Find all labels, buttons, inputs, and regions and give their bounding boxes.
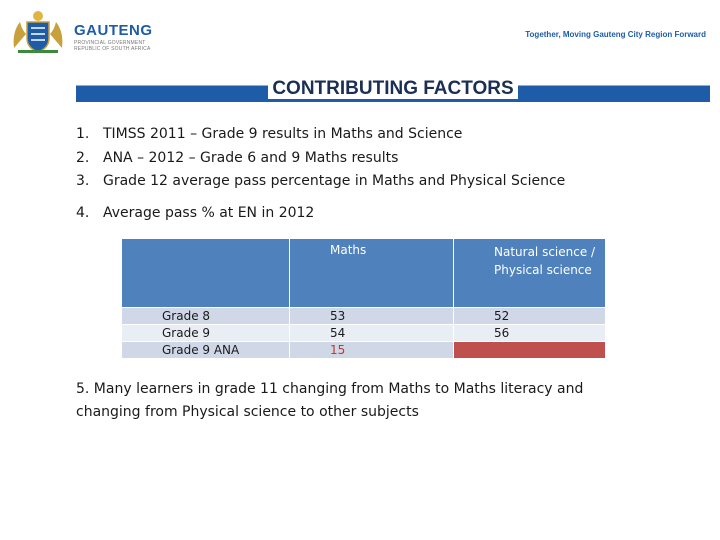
title-bar — [76, 72, 710, 102]
page-title: CONTRIBUTING FACTORS — [268, 78, 517, 99]
row-label: Grade 9 — [122, 325, 290, 342]
column-header-grade — [122, 239, 290, 308]
note-learners-changing: 5. Many learners in grade 11 changing from Maths to Maths literacy and changing from Physical science to other subjects — [76, 381, 584, 420]
list-number: 3. — [76, 173, 90, 189]
table-row — [122, 342, 606, 359]
list-item-average-pass — [76, 205, 314, 221]
science-value: 52 — [454, 308, 606, 325]
brand-subtitle: PROVINCIAL GOVERNMENT — [74, 40, 146, 46]
list-item — [76, 126, 565, 150]
list-text: TIMSS 2011 – Grade 9 results in Maths and Science — [103, 126, 463, 142]
table-header-row — [122, 239, 606, 308]
column-header-science: Natural science / Physical science — [454, 239, 606, 308]
list-number: 2. — [76, 149, 90, 166]
brand-name: GAUTENG — [74, 22, 153, 39]
list-number: 1. — [76, 126, 90, 142]
maths-value-alert: 15 — [290, 342, 454, 359]
row-label: Grade 9 ANA — [122, 342, 290, 359]
factors-list — [76, 126, 565, 197]
tagline: Together, Moving Gauteng City Region Forward — [525, 30, 706, 39]
maths-value: 53 — [290, 308, 454, 325]
list-item — [76, 150, 565, 174]
column-header-maths: Maths — [290, 239, 454, 308]
coat-of-arms-logo — [8, 8, 68, 54]
science-value: 56 — [454, 325, 606, 342]
maths-value: 54 — [290, 325, 454, 342]
list-item — [76, 173, 565, 197]
pass-rate-table — [121, 238, 606, 359]
brand-country: REPUBLIC OF SOUTH AFRICA — [74, 46, 151, 52]
table-row — [122, 325, 606, 342]
list-text: Average pass % at EN in 2012 — [103, 205, 315, 221]
list-number: 4. — [76, 205, 90, 221]
header — [0, 0, 720, 62]
list-text: ANA – 2012 – Grade 6 and 9 Maths results — [103, 149, 399, 166]
row-label: Grade 8 — [122, 308, 290, 325]
science-value-highlighted — [454, 342, 606, 359]
list-text: Grade 12 average pass percentage in Maths and Physical Science — [103, 173, 566, 189]
table-row — [122, 308, 606, 325]
